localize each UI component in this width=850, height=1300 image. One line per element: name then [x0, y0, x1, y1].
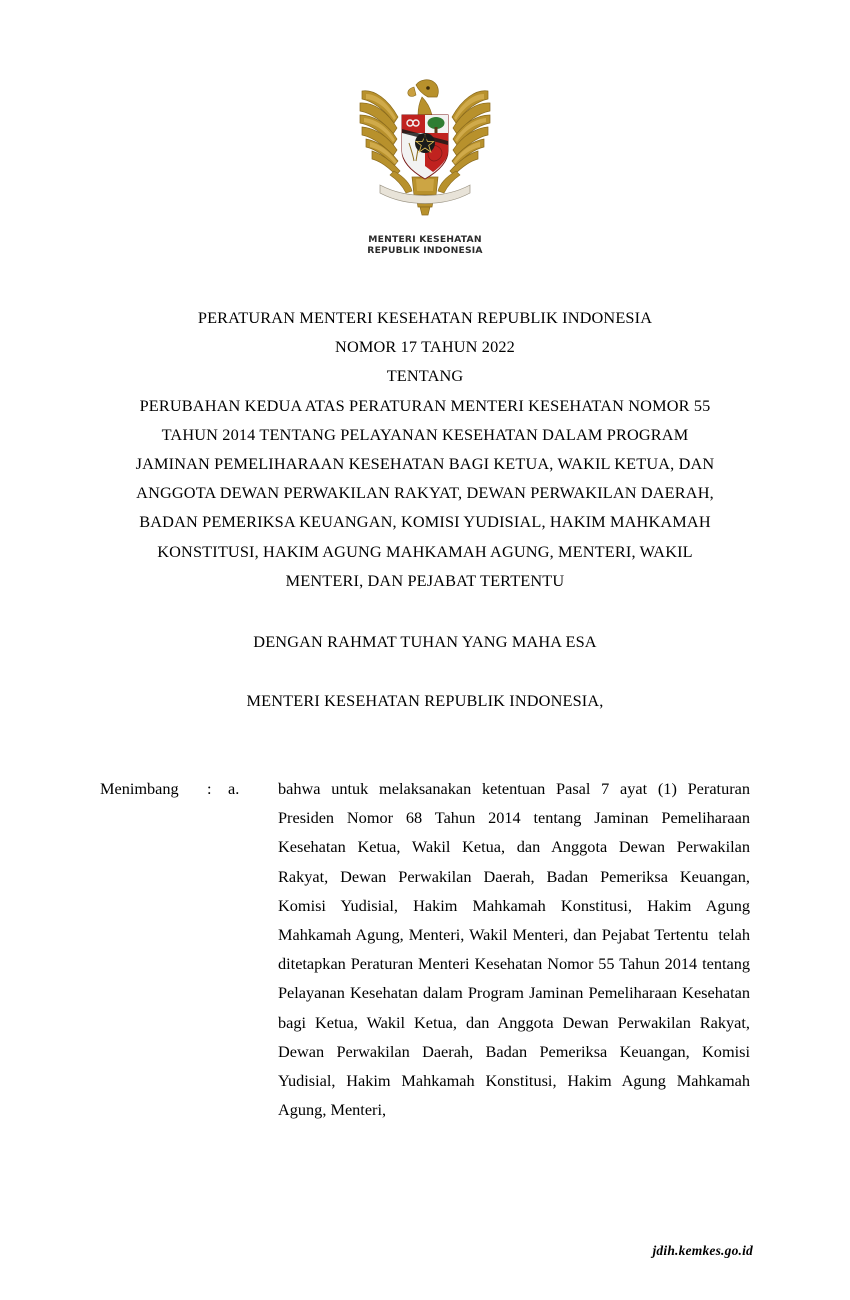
garuda-head [408, 80, 439, 115]
preamble-blessing: DENGAN RAHMAT TUHAN YANG MAHA ESA [253, 632, 597, 651]
considering-item-marker: a. [228, 779, 240, 798]
pancasila-shield [402, 115, 448, 179]
footer-watermark: jdih.kemkes.go.id [652, 1243, 753, 1258]
title-line-number: NOMOR 17 TAHUN 2022 [335, 337, 515, 357]
title-line-9: KONSTITUSI, HAKIM AGUNG MAHKAMAH AGUNG, MENTERI, WAKIL [157, 541, 693, 561]
title-line-tentang: TENTANG [386, 366, 464, 386]
emblem-caption-line-2: REPUBLIK INDONESIA [367, 244, 483, 256]
considering-item-text: bahwa untuk melaksanakan ketentuan Pasal 7 ayat (1) Peraturan Presiden Nomor 68 Tahun 2014 tentang Jaminan Pemeliharaan Kesehatan Ketua, Wakil Ketua, dan Anggota Dewan Perwakilan Rakyat, Dewan Perwakilan Daerah, Badan Pemeriksa Keuangan, Komisi Yudisial, Hakim Mahkamah Konstitusi, Hakim Agung Mahkamah Agung, Menteri, Wakil Menteri, dan Pejabat Tertentu telah ditetapkan Peraturan Menteri Kesehatan Nomor 55 Tahun 2014 tentang Pelayanan Kesehatan dalam Program Jaminan Pemeliharaan Kesehatan bagi Ketua, Wakil Ketua, dan Anggota Dewan Perwakilan Rakyat, Dewan Perwakilan Daerah, Badan Pemeriksa Keuangan, Komisi Yudisial, Hakim Mahkamah Konstitusi, Hakim Agung Mahkamah Agung, Menteri, [278, 779, 755, 1120]
title-line-6: JAMINAN PEMELIHARAAN KESEHATAN BAGI KETUA, WAKIL KETUA, DAN [135, 454, 715, 474]
garuda-pancasila-emblem [354, 66, 496, 232]
preamble-authority: MENTERI KESEHATAN REPUBLIK INDONESIA, [246, 691, 604, 710]
title-line-4: PERUBAHAN KEDUA ATAS PERATURAN MENTERI KESEHATAN NOMOR 55 [139, 395, 711, 415]
title-line-1: PERATURAN MENTERI KESEHATAN REPUBLIK INDONESIA [197, 308, 653, 327]
emblem-block [0, 66, 850, 256]
title-line-8: BADAN PEMERIKSA KEUANGAN, KOMISI YUDISIAL, HAKIM MAHKAMAH [139, 512, 711, 532]
considering-section [100, 774, 755, 1124]
emblem-caption [0, 235, 850, 256]
title-line-10: MENTERI, DAN PEJABAT TERTENTU [285, 570, 565, 590]
document-title-block [95, 303, 755, 595]
emblem-caption-line-1: MENTERI KESEHATAN [368, 234, 482, 245]
considering-colon: : [207, 779, 212, 798]
title-line-7: ANGGOTA DEWAN PERWAKILAN RAKYAT, DEWAN PERWAKILAN DAERAH, [136, 483, 714, 503]
title-line-5: TAHUN 2014 TENTANG PELAYANAN KESEHATAN DALAM PROGRAM [161, 424, 689, 444]
considering-label: Menimbang [100, 779, 179, 798]
